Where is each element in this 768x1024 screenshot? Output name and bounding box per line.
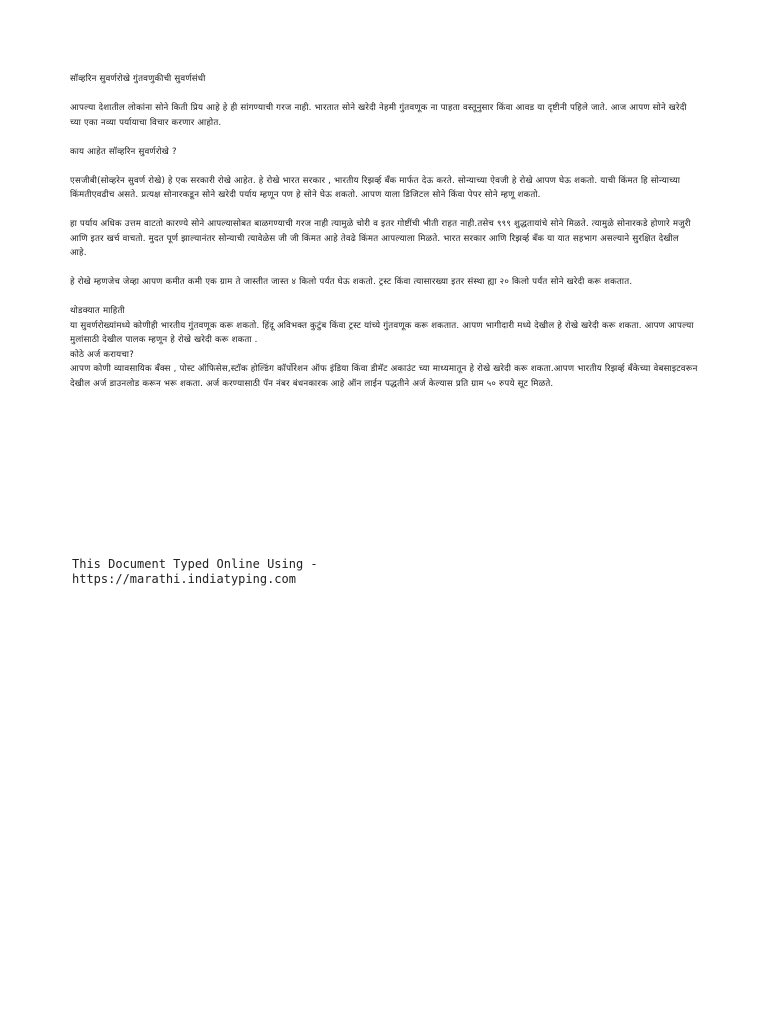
limits-paragraph: हे रोखे म्हणजेच जेव्हा आपण कमीत कमी एक ग्राम ते जास्तीत जास्त ४ किलो पर्यंत घेऊ शकतो. ट्रस्ट किंवा त्यासारख्या इतर संस्था ह्या २० किलो पर्यंत सोने खरेदी करू शकतात. (70, 277, 633, 287)
typing-footer (72, 557, 592, 587)
benefits-paragraph: हा पर्याय अधिक उत्तम वाटतो कारण्ये सोने आपल्यासोबत बाळगण्याची गरज नाही त्यामुळे चोरी व इतर गोष्टींची भीती राहत नाही.तसेच ९९९ शुद्धतायांचे सोने मिळते. त्यामुळे सोनारकडे होणारे मजुरी आणि इतर खर्च वाचतो. मुदत पूर्ण झाल्यानंतर सोन्याची त्यावेळेस जी जी किंमत आहे तेवढे किंमत आपल्याला मिळते. भारत सरकार आणि रिझर्व्ह बँक या यात सहभाग असल्याने सुरक्षित देखील आहे. (70, 219, 694, 258)
where-paragraph: आपण कोणी व्यावसायिक बँक्स , पोस्ट ऑफिसेस,स्टॉक होल्डिंग कॉर्पोरेशन ऑफ इंडिया किंवा डीमॅट अकाउंट च्या माध्यमातून हे रोखे खरेदी करू शकता.आपण भारतीय रिझर्व्ह बँकेच्या वेबसाइटवरून देखील अर्ज डाउनलोड करून भरू शकता. अर्ज करण्यासाठी पॅन नंबर बंधनकारक आहे ऑन लाईन पद्धतीने अर्ज केल्यास प्रति ग्राम ५० रुपये सूट मिळते. (70, 364, 701, 389)
question-heading: काय आहेत सॉव्हरिन सुवर्णरोखे ? (70, 146, 177, 157)
spacer (70, 87, 698, 102)
spacer (70, 290, 698, 305)
spacer (70, 261, 698, 276)
info-heading: थोडक्यात माहिती (70, 306, 125, 316)
intro-paragraph: आपल्या देशातील लोकांना सोने किती प्रिय आहे हे ही सांगण्याची गरज नाही. भारतात सोने खरेदी नेहमी गुंतवणूक ना पाहता वस्तूनुसार किंवा आवड या दृष्टीनी पहिले जाते. आज आपण सोने खरेदी च्या एका नव्या पर्यायाचा विचार करणार आहोत. (70, 103, 690, 128)
where-heading: कोठे अर्ज करायचा? (70, 349, 134, 360)
info-paragraph: या सुवर्णरोख्यांमध्ये कोणीही भारतीय गुंतवणूक करू शकतो. हिंदू अविभक्त कुटुंब किंवा ट्रस्ट यांच्ये गुंतवणूक करू शकतात. आपण भागीदारी मध्ये देखील हे रोखे खरेदी करू शकता. आपण आपल्या मुलांसाठी देखील पालक म्हणून हे रोखे खरेदी करू शकता . (70, 320, 697, 345)
spacer (70, 203, 698, 218)
footer-url: https://marathi.indiatyping.com (72, 572, 296, 586)
spacer (70, 159, 698, 174)
document-title: सॉव्हरिन सुवर्णरोखे गुंतवणुकीची सुवर्णसंधी (70, 74, 206, 84)
footer-line-1: This Document Typed Online Using - (72, 557, 318, 571)
spacer (70, 130, 698, 145)
sgb-definition-paragraph: एसजीबी(सोव्हरेन सुवर्ण रोखे) हे एक सरकारी रोखे आहेत. हे रोखे भारत सरकार , भारतीय रिझर्व्ह बँक मार्फत देऊ करते. सोन्याच्या ऐवजी हे रोखे आपण घेऊ शकतो. याची किंमत हि सोन्याच्या किंमतीएवढीच असते. प्रत्यक्ष सोनारकडून सोने खरेदी पर्याय म्हणून पण हे सोने घेऊ शकतो. आपण याला डिजिटल सोने किंवा पेपर सोने म्हणू शकतो. (70, 175, 684, 200)
document-body (70, 72, 701, 391)
